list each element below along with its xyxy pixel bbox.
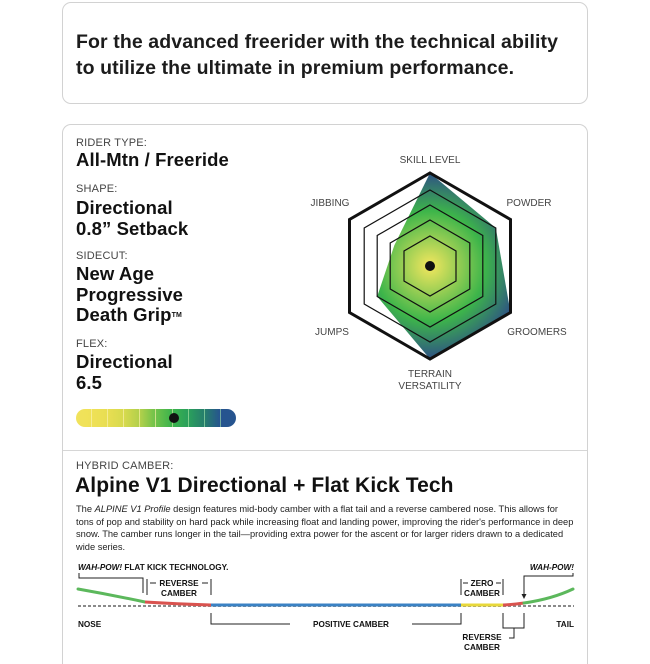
- zero-camber-label-line-2: CAMBER: [464, 589, 500, 598]
- flex-bar-segment: [189, 409, 205, 427]
- section-divider: [63, 450, 587, 451]
- axis-label-jibbing: JIBBING: [310, 198, 350, 209]
- camber-description-profile-name: ALPINE V1 Profile: [94, 504, 171, 514]
- camber-description-lead: The: [76, 504, 95, 514]
- sidecut-value-line-2: Progressive: [76, 283, 184, 305]
- rider-type-label: RIDER TYPE:: [76, 137, 148, 149]
- sidecut-value-line-3-text: Death Grip: [76, 304, 172, 325]
- tagline-line-1: For the advanced freerider with the technical ability: [76, 31, 559, 53]
- shape-value: [76, 198, 188, 239]
- tagline-card: [62, 2, 588, 104]
- axis-label-powder: POWDER: [506, 198, 552, 209]
- radar-data-polygon: [377, 173, 510, 359]
- rider-type-value: All-Mtn / Freeride: [76, 149, 229, 170]
- camber-title: Alpine V1 Directional + Flat Kick Tech: [75, 474, 454, 497]
- flex-bar-segment: [76, 409, 92, 427]
- trademark-symbol: TM: [171, 312, 182, 319]
- flex-bar-segment: [221, 409, 236, 427]
- shape-label: SHAPE:: [76, 183, 118, 195]
- flex-rating-marker: [169, 413, 179, 423]
- tagline-text: [76, 29, 576, 81]
- reverse-camber-tail-label-line-1: REVERSE: [462, 633, 502, 642]
- camber-description: [76, 503, 576, 553]
- reverse-camber-nose-label-line-2: CAMBER: [161, 589, 197, 598]
- flex-bar-segment: [140, 409, 156, 427]
- axis-label-terrain-versatility-line-2: VERSATILITY: [398, 381, 462, 392]
- flat-kick-tail-segment: [524, 589, 573, 603]
- radar-center-dot: [425, 261, 435, 271]
- flex-bar-segment: [205, 409, 221, 427]
- flex-bar-segment: [124, 409, 140, 427]
- flex-bar-segment: [92, 409, 108, 427]
- camber-description-body: design features mid-body camber with a flat tail and a reverse cambered nose. This allows for tons of pop and stability on hard pack while increasing float and landing power, improving the rider's performance in deep snow. The camber runs longer in the tail—providing extra power for the ascent or for larger riders drawn to a dedicated wide series.: [76, 504, 574, 552]
- shape-value-line-1: Directional: [76, 197, 173, 218]
- tail-label: TAIL: [556, 620, 574, 629]
- axis-label-skill-level: SKILL LEVEL: [399, 155, 461, 166]
- sidecut-value-line-3: [76, 305, 183, 326]
- tagline-line-2: to utilize the ultimate in premium performance.: [76, 57, 515, 79]
- sidecut-value-line-1: New Age: [76, 263, 155, 284]
- axis-label-jumps: JUMPS: [315, 327, 349, 338]
- reverse-camber-tail-segment: [503, 603, 524, 605]
- reverse-camber-nose-segment: [145, 602, 211, 605]
- reverse-camber-tail-label-line-2: CAMBER: [464, 643, 500, 652]
- camber-profile-diagram: [62, 557, 588, 657]
- axis-label-terrain-versatility-line-1: TERRAIN: [408, 369, 452, 380]
- flex-rating-bar: [76, 409, 236, 427]
- reverse-camber-tail-bracket: [503, 613, 524, 638]
- flex-value-line-1: Directional: [76, 351, 173, 372]
- sidecut-label: SIDECUT:: [76, 250, 128, 262]
- flat-kick-technology-label: [78, 563, 228, 572]
- tail-wahpow-arrowhead: [522, 594, 527, 599]
- reverse-camber-nose-label-line-1: REVERSE: [159, 579, 199, 588]
- axis-label-groomers: GROOMERS: [507, 327, 567, 338]
- specs-card: [62, 124, 588, 664]
- flat-kick-nose-segment: [78, 589, 145, 602]
- flex-label: FLEX:: [76, 338, 108, 350]
- flat-kick-rest: FLAT KICK TECHNOLOGY.: [122, 563, 229, 572]
- flex-bar-segment: [108, 409, 124, 427]
- flex-value-line-2: 6.5: [76, 371, 103, 393]
- zero-camber-label-line-1: ZERO: [470, 579, 494, 588]
- tail-wahpow-label: WAH-POW!: [529, 563, 574, 572]
- flex-value: [76, 352, 173, 393]
- sidecut-value: [76, 264, 183, 326]
- positive-camber-label: POSITIVE CAMBER: [313, 620, 389, 629]
- nose-label: NOSE: [78, 620, 102, 629]
- flat-kick-wahpow: WAH-POW!: [78, 563, 123, 572]
- camber-label: HYBRID CAMBER:: [76, 460, 174, 472]
- rider-radar-chart: [285, 137, 585, 407]
- shape-value-line-2: 0.8” Setback: [76, 217, 189, 239]
